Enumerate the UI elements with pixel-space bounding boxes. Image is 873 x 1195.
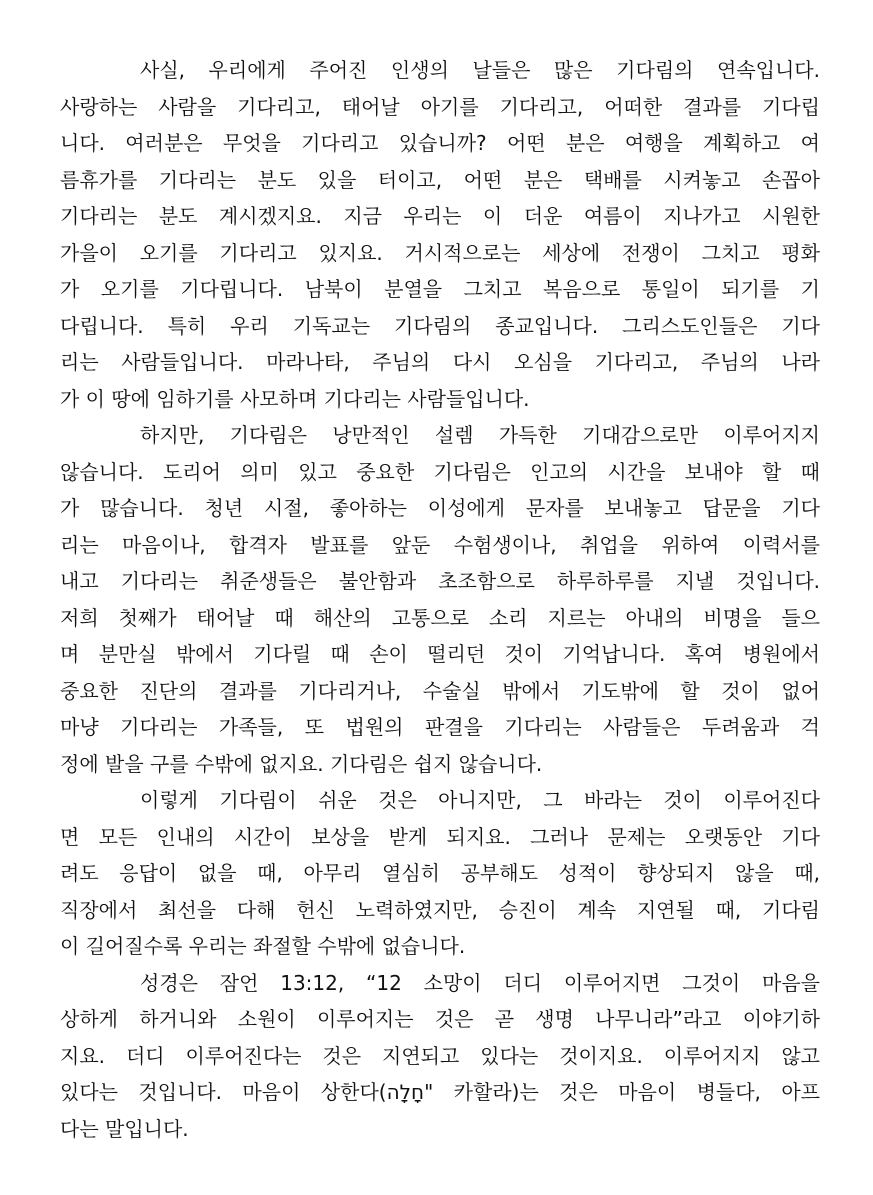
paragraph-4-line-1: 성경은 잠언 13:12, “12 소망이 더디 이루어지면 그것이 마음을 xyxy=(140,970,820,995)
paragraph-2-line-1: 하지만, 기다림은 낭만적인 설렘 가득한 기대감으로만 이루어지지 xyxy=(140,423,820,447)
paragraph-2-line-5: 내고 기다리는 취준생들은 불안함과 초조함으로 하루하루를 지낼 것입니다. xyxy=(60,569,820,593)
paragraph-4-line-4: 있다는 것입니다. 마음이 상한다(חָלָה" 카할라)는 것은 마음이 병들다, 아프 xyxy=(60,1080,820,1104)
paragraph-3-line-3: 려도 응답이 없을 때, 아무리 열심히 공부해도 성적이 향상되지 않을 때, xyxy=(60,861,820,885)
paragraph-2-line-6: 저희 첫째가 태어날 때 해산의 고통으로 소리 지르는 아내의 비명을 들으 xyxy=(60,605,820,630)
paragraph-1-line-10: 가 이 땅에 임하기를 사모하며 기다리는 사람들입니다. xyxy=(60,386,530,411)
paragraph-2-line-10: 정에 발을 구를 수밖에 없지요. 기다림은 쉽지 않습니다. xyxy=(60,751,543,776)
paragraph-3-line-4: 직장에서 최선을 다해 헌신 노력하였지만, 승진이 계속 지연될 때, 기다림 xyxy=(60,897,820,922)
paragraph-4-line-3: 지요. 더디 이루어진다는 것은 지연되고 있다는 것이지요. 이루어지지 않고 xyxy=(60,1043,820,1068)
paragraph-1-line-3: 니다. 여러분은 무엇을 기다리고 있습니까? 어떤 분은 여행을 계획하고 여 xyxy=(60,131,820,155)
paragraph-1-line-2: 사랑하는 사람을 기다리고, 태어날 아기를 기다리고, 어떠한 결과를 기다립 xyxy=(60,94,820,119)
paragraph-1-line-5: 기다리는 분도 계시겠지요. 지금 우리는 이 더운 여름이 지나가고 시원한 xyxy=(60,204,820,228)
paragraph-4-line-5: 다는 말입니다. xyxy=(60,1116,189,1141)
paragraph-4-line-2: 상하게 하거니와 소원이 이루어지는 것은 곧 생명 나무니라”라고 이야기하 xyxy=(60,1007,820,1031)
paragraph-1-line-8: 다립니다. 특히 우리 기독교는 기다림의 종교입니다. 그리스도인들은 기다 xyxy=(60,313,820,338)
paragraph-2-line-9: 마냥 기다리는 가족들, 또 법원의 판결을 기다리는 사람들은 두려움과 걱 xyxy=(60,715,820,739)
paragraph-2-line-4: 리는 마음이나, 합격자 발표를 앞둔 수험생이나, 취업을 위하여 이력서를 xyxy=(60,532,820,557)
paragraph-2-line-7: 며 분만실 밖에서 기다릴 때 손이 떨리던 것이 기억납니다. 혹여 병원에서 xyxy=(60,642,820,666)
paragraph-1-line-6: 가을이 오기를 기다리고 있지요. 거시적으로는 세상에 전쟁이 그치고 평화 xyxy=(60,240,820,265)
paragraph-3-line-5: 이 길어질수록 우리는 좌절할 수밖에 없습니다. xyxy=(60,934,466,958)
paragraph-2-line-3: 가 많습니다. 청년 시절, 좋아하는 이성에게 문자를 보내놓고 답문을 기다 xyxy=(60,496,820,520)
paragraph-1-line-1: 사실, 우리에게 주어진 인생의 날들은 많은 기다림의 연속입니다. xyxy=(140,58,820,82)
paragraph-2-line-8: 중요한 진단의 결과를 기다리거나, 수술실 밖에서 기도밖에 할 것이 없어 xyxy=(60,678,820,703)
body-text xyxy=(60,52,820,1147)
paragraph-3-line-2: 면 모든 인내의 시간이 보상을 받게 되지요. 그러나 문제는 오랫동안 기다 xyxy=(60,824,820,849)
paragraph-3-line-1: 이렇게 기다림이 쉬운 것은 아니지만, 그 바라는 것이 이루어진다 xyxy=(140,788,820,812)
paragraph-1-line-4: 름휴가를 기다리는 분도 있을 터이고, 어떤 분은 택배를 시켜놓고 손꼽아 xyxy=(60,167,820,192)
paragraph-1-line-9: 리는 사람들입니다. 마라나타, 주님의 다시 오심을 기다리고, 주님의 나라 xyxy=(60,350,820,374)
paragraph-2-line-2: 않습니다. 도리어 의미 있고 중요한 기다림은 인고의 시간을 보내야 할 때 xyxy=(60,459,820,484)
paragraph-1-line-7: 가 오기를 기다립니다. 남북이 분열을 그치고 복음으로 통일이 되기를 기 xyxy=(60,277,820,301)
